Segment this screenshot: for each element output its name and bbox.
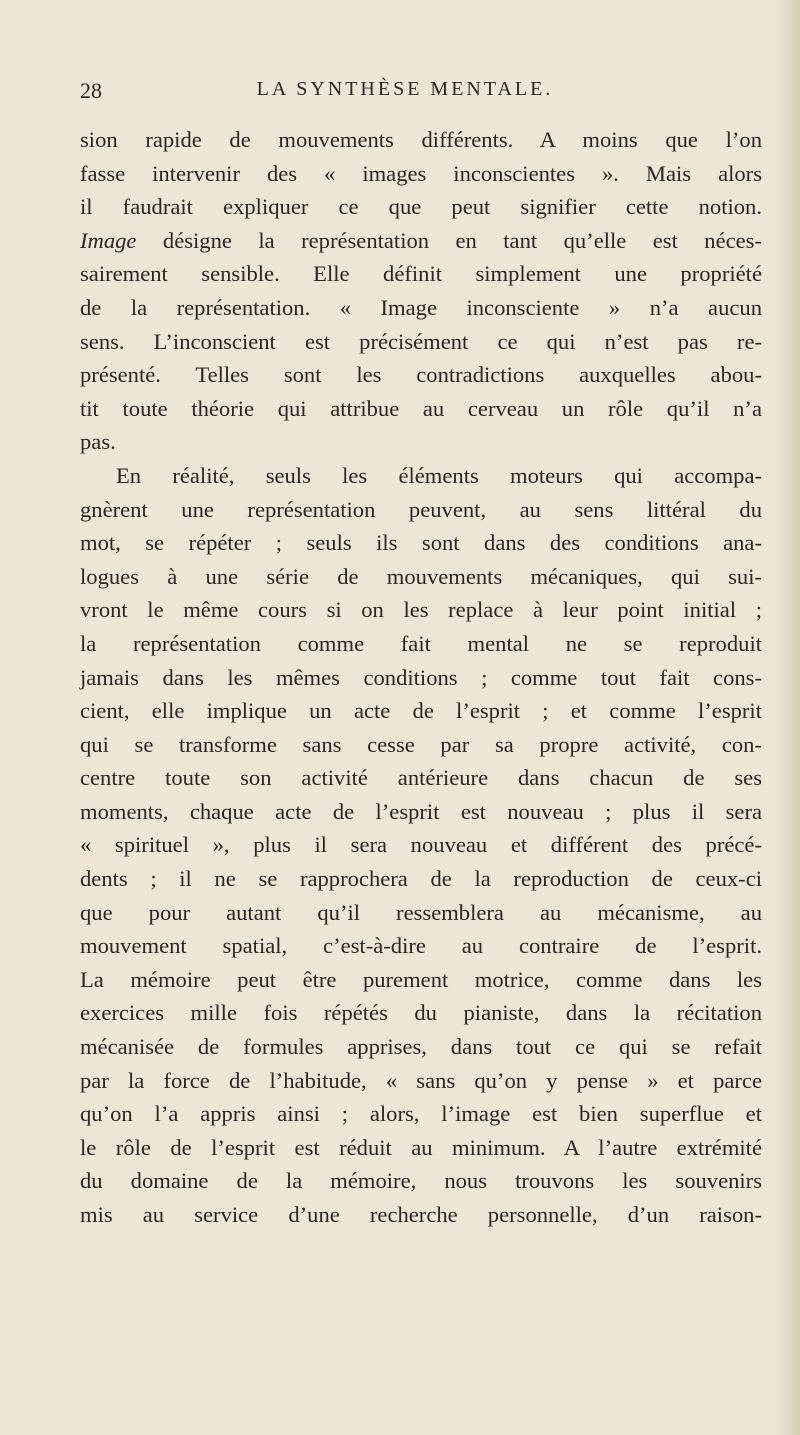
text-line: qu’on l’a appris ainsi ; alors, l’image est bien superflue et: [80, 1101, 762, 1127]
text-line: jamais dans les mêmes conditions ; comme tout fait cons-: [80, 664, 762, 690]
text-line: par la force de l’habitude, « sans qu’on y pense » et parce: [80, 1067, 762, 1093]
page-edge-shadow: [776, 0, 800, 1435]
text-line: présenté. Telles sont les contradictions auxquelles abou-: [80, 362, 762, 388]
page-header: [80, 78, 730, 108]
text-line: sion rapide de mouvements différents. A moins que l’on: [80, 127, 762, 152]
text-line: le rôle de l’esprit est réduit au minimum. A l’autre extrémité: [80, 1134, 762, 1160]
text-line: dents ; il ne se rapprochera de la reproduction de ceux-ci: [80, 866, 762, 892]
running-title: LA SYNTHÈSE MENTALE.: [256, 78, 554, 100]
text-line: En réalité, seuls les éléments moteurs qui accompa-: [116, 462, 762, 488]
page-number: 28: [80, 78, 102, 103]
text-line: mécanisée de formules apprises, dans tout ce qui se refait: [80, 1034, 762, 1060]
text-line: mouvement spatial, c’est-à-dire au contraire de l’esprit.: [80, 933, 762, 959]
text-line: logues à une série de mouvements mécaniques, qui sui-: [80, 563, 762, 589]
text-line: de la représentation. « Image inconsciente » n’a aucun: [80, 294, 762, 320]
text-line: pas.: [80, 429, 116, 455]
text-line: exercices mille fois répétés du pianiste, dans la récitation: [80, 1000, 762, 1026]
text-line: moments, chaque acte de l’esprit est nouveau ; plus il sera: [80, 798, 762, 824]
text-line: mot, se répéter ; seuls ils sont dans des conditions ana-: [80, 530, 762, 556]
text-line: sens. L’inconscient est précisément ce qui n’est pas re-: [80, 328, 762, 354]
text-line: du domaine de la mémoire, nous trouvons les souvenirs: [80, 1168, 762, 1194]
text-line: fasse intervenir des « images inconscientes ». Mais alors: [80, 160, 762, 186]
text-line-rest: désigne la représentation en tant qu’elle est néces-: [136, 227, 762, 253]
text-line: cient, elle implique un acte de l’esprit ; et comme l’esprit: [80, 698, 762, 724]
text-line: qui se transforme sans cesse par sa propre activité, con-: [80, 731, 762, 757]
text-line: « spirituel », plus il sera nouveau et différent des précé-: [80, 832, 762, 858]
text-line: tit toute théorie qui attribue au cerveau un rôle qu’il n’a: [80, 395, 762, 421]
text-line: sairement sensible. Elle définit simplement une propriété: [80, 261, 762, 287]
text-line: vront le même cours si on les replace à leur point initial ;: [80, 597, 762, 623]
text-line: [80, 224, 762, 258]
text-line: il faudrait expliquer ce que peut signifier cette notion.: [80, 194, 762, 220]
text-line: gnèrent une représentation peuvent, au sens littéral du: [80, 496, 762, 522]
text-line: la représentation comme fait mental ne se reproduit: [80, 630, 762, 656]
text-line: mis au service d’une recherche personnelle, d’un raison-: [80, 1202, 762, 1227]
italic-term: Image: [80, 227, 137, 253]
text-line: La mémoire peut être purement motrice, comme dans les: [80, 966, 762, 992]
text-line: que pour autant qu’il ressemblera au mécanisme, au: [80, 899, 762, 925]
text-line: centre toute son activité antérieure dans chacun de ses: [80, 765, 762, 791]
body-text: [80, 123, 762, 1232]
